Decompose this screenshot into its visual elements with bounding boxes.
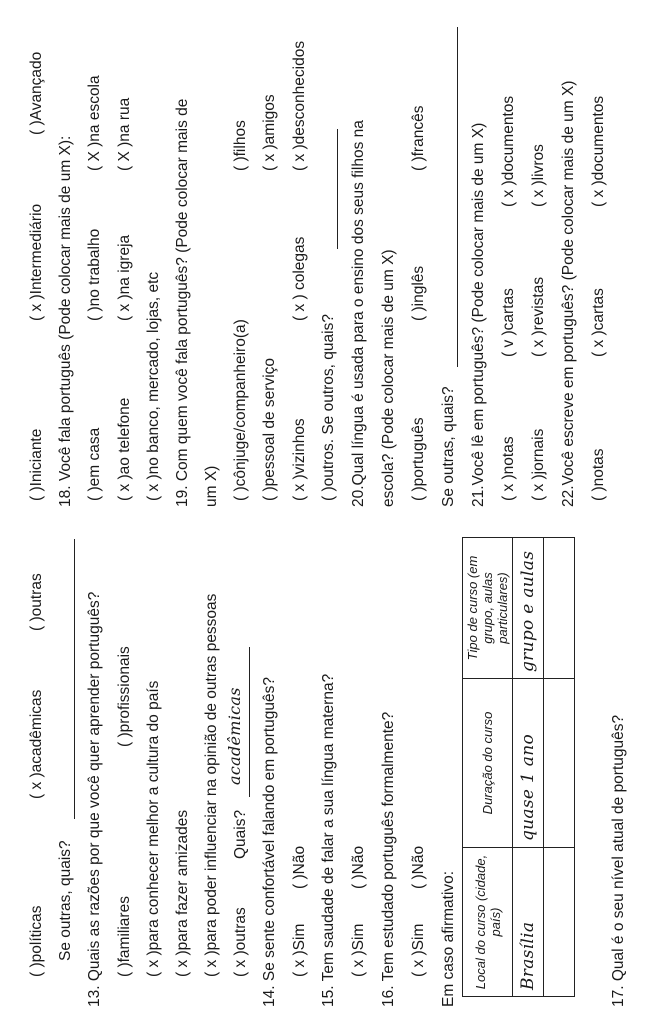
q14-question: 14. Se sente confortável falando em português? xyxy=(261,676,278,1007)
em-caso-afirmativo: Em caso afirmativo: xyxy=(440,870,457,1007)
q20-row1 xyxy=(406,12,432,507)
option-em-casa[interactable]: ( )em casa xyxy=(86,427,103,501)
cell-tipo[interactable] xyxy=(544,538,575,679)
option-documentos-22[interactable]: ( x )documentos xyxy=(590,95,607,207)
q16-nao[interactable]: ( )Não xyxy=(410,845,427,889)
q14-nao[interactable]: ( )Não xyxy=(291,845,308,889)
option-outras-13[interactable]: ( x )outras xyxy=(232,907,249,977)
q13-outras-row xyxy=(225,527,254,1007)
q16-options xyxy=(406,527,432,1007)
left-column xyxy=(0,527,664,1007)
q21-row2 xyxy=(526,12,552,507)
cell-duracao[interactable]: quase 1 ano xyxy=(513,679,544,848)
option-influenciar[interactable]: ( x )para poder influenciar na opinião de outras pessoas xyxy=(203,593,220,977)
q15-sim[interactable]: ( x )Sim xyxy=(350,923,367,977)
option-cartas[interactable]: ( v )cartas xyxy=(500,288,517,357)
option-iniciante[interactable]: ( )Iniciante xyxy=(28,428,45,501)
option-outros[interactable]: ( )outros. Se outros, quais? xyxy=(320,314,337,501)
q20-question-line2: escola? (Pode colocar mais de um X) xyxy=(380,249,397,507)
q19-question-line1: 19. Com quem você fala português? (Pode colocar mais de xyxy=(174,98,191,507)
option-portugues[interactable]: ( )português xyxy=(410,417,427,501)
option-pessoal-servico[interactable]: ( )pessoal de serviço xyxy=(261,357,278,501)
q20-question-line1: 20.Qual língua é usada para o ensino dos seus filhos na xyxy=(350,120,367,507)
q22-row1 xyxy=(586,12,612,507)
q14-sim[interactable]: ( x )Sim xyxy=(291,923,308,977)
q18-row2 xyxy=(112,12,138,507)
option-notas[interactable]: ( x )notas xyxy=(500,436,517,501)
option-livros[interactable]: ( x )livros xyxy=(530,144,547,207)
se-outras-label-2: Se outras, quais? xyxy=(440,386,457,507)
q13-row1 xyxy=(112,527,138,1007)
q19-row2 xyxy=(257,12,283,507)
q13-question: 13. Quais as razões por que você quer aprender português? xyxy=(86,591,103,1007)
q14-options xyxy=(287,527,313,1007)
option-frances[interactable]: ( )francês xyxy=(410,105,427,171)
option-banco-mercado[interactable]: ( x )no banco, mercado, lojas, etc xyxy=(145,271,162,501)
option-notas-22[interactable]: ( )notas xyxy=(590,448,607,501)
option-vizinhos[interactable]: ( x )vizinhos xyxy=(291,418,308,501)
q16-sim[interactable]: ( x )Sim xyxy=(410,923,427,977)
option-profissionais[interactable]: ( )profissionais xyxy=(116,646,133,747)
col-local: Local do curso (cidade, país) xyxy=(463,848,513,997)
option-cartas-22[interactable]: ( x )cartas xyxy=(590,288,607,357)
option-outras[interactable]: ( )outras xyxy=(28,573,45,631)
q21-question: 21.Você lê em português? (Pode colocar mais de um X) xyxy=(470,122,487,507)
col-tipo: Tipo de curso (em grupo, aulas particulares) xyxy=(463,538,513,679)
q18-row1 xyxy=(82,12,108,507)
option-academicas[interactable]: ( x )acadêmicas xyxy=(28,689,45,799)
option-jornais[interactable]: ( x )jornais xyxy=(530,428,547,501)
option-conjuge[interactable]: ( )cônjuge/companheiro(a) xyxy=(232,319,249,501)
option-documentos[interactable]: ( x )documentos xyxy=(500,95,517,207)
option-amizades[interactable]: ( x )para fazer amizades xyxy=(174,809,191,977)
option-no-trabalho[interactable]: ( )no trabalho xyxy=(86,228,103,321)
option-politicas[interactable]: ( )políticas xyxy=(28,905,45,977)
option-avancado[interactable]: ( )Avançado xyxy=(28,51,45,135)
option-familiares[interactable]: ( )familiares xyxy=(116,896,133,977)
q15-options xyxy=(346,527,372,1007)
se-outras-blank[interactable] xyxy=(60,539,75,819)
se-outras-blank-2[interactable] xyxy=(443,27,458,367)
cell-tipo[interactable]: grupo e aulas xyxy=(513,538,544,679)
option-desconhecidos[interactable]: ( x )desconhecidos xyxy=(291,40,308,171)
option-na-rua[interactable]: ( X )na rua xyxy=(116,97,133,171)
q21-row1 xyxy=(496,12,522,507)
table-row xyxy=(513,538,544,997)
quais-label: Quais? xyxy=(232,809,249,859)
q15-question: 15. Tem saudade de falar a sua língua materna? xyxy=(320,673,337,1007)
course-table xyxy=(462,537,575,997)
q19-row3 xyxy=(287,12,313,507)
table-row xyxy=(544,538,575,997)
right-column xyxy=(0,12,664,507)
option-na-escola[interactable]: ( X )na escola xyxy=(86,75,103,171)
col-duracao: Duração do curso xyxy=(463,679,513,848)
se-outras-label: Se outras, quais? xyxy=(57,840,74,961)
nivel-row xyxy=(24,12,50,507)
option-amigos[interactable]: ( x )amigos xyxy=(261,94,278,171)
q19-row4 xyxy=(316,12,342,507)
se-outras-row-2 xyxy=(436,12,462,507)
cell-duracao[interactable] xyxy=(544,679,575,848)
option-revistas[interactable]: ( x )revistas xyxy=(530,276,547,357)
q19-question-line2: um X) xyxy=(203,465,220,507)
cell-local[interactable] xyxy=(544,848,575,997)
option-ingles[interactable]: ( )inglês xyxy=(410,265,427,321)
q17-question: 17. Qual é o seu nível atual de português? xyxy=(610,714,627,1007)
outros-blank[interactable] xyxy=(323,129,338,249)
se-outras-row xyxy=(53,527,79,1007)
option-na-igreja[interactable]: ( x )na igreja xyxy=(116,234,133,321)
q19-row1 xyxy=(228,12,254,507)
cell-local[interactable]: Brasília xyxy=(513,848,544,997)
course-table-header xyxy=(463,538,513,997)
quais-handwritten-answer: acadêmicas xyxy=(225,687,244,785)
q16-question: 16. Tem estudado português formalmente? xyxy=(380,711,397,1007)
option-cultura[interactable]: ( x )para conhecer melhor a cultura do país xyxy=(145,680,162,977)
q18-question: 18. Você fala português (Pode colocar mais de um X): xyxy=(57,135,74,507)
option-colegas[interactable]: ( x ) colegas xyxy=(291,236,308,321)
option-ao-telefone[interactable]: ( x )ao telefone xyxy=(116,397,133,501)
q22-question: 22.Você escreve em português? (Pode colocar mais de um X) xyxy=(560,80,577,507)
motivations-row xyxy=(24,527,50,1007)
q15-nao[interactable]: ( )Não xyxy=(350,845,367,889)
option-filhos[interactable]: ( )filhos xyxy=(232,120,249,171)
option-intermediario[interactable]: ( x )Intermediário xyxy=(28,203,45,321)
